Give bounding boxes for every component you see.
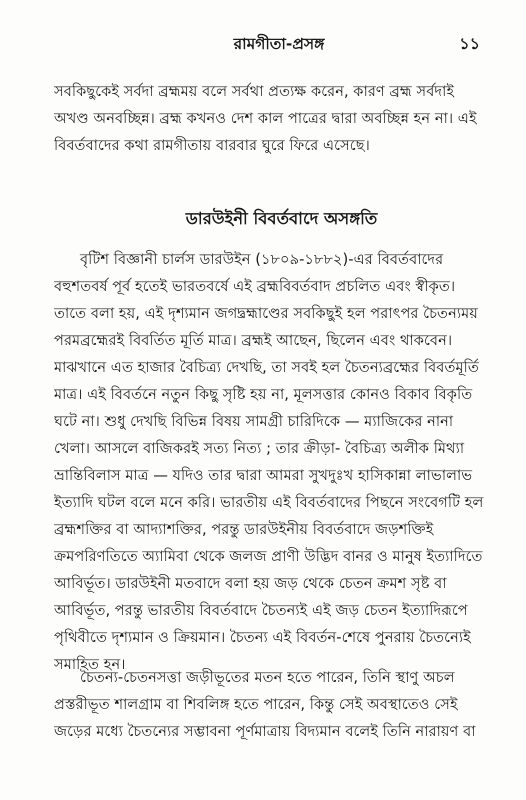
text-line: মাঝখানে এত হাজার বৈচিত্র্য দেখছি, তা সবই হল চৈতন্যব্রহ্মের বিবর্তমূর্তি xyxy=(54,359,479,376)
paragraph-chaitanya xyxy=(54,664,509,745)
text-line: সমাহিত হন। xyxy=(54,656,126,673)
text-line: সবকিছুকেই সর্বদা ব্রহ্মময় বলে সর্বথা প্রত্যক্ষ করেন, কারণ ব্রহ্ম সর্বদাই xyxy=(54,83,455,100)
text-line: জড়ের মধ্যে চৈতন্যের সম্ভাবনা পূর্ণমাত্রায় বিদ্যমান বলেই তিনি নারায়ণ বা xyxy=(54,723,476,740)
text-line: অখণ্ড অনবচ্ছিন্ন। ব্রহ্ম কখনও দেশ কাল পাত্রের দ্বারা অবচ্ছিন্ন হন না। এই xyxy=(54,110,477,127)
text-line: আবির্ভূত, পরন্তু ভারতীয় বিবর্তবাদে চৈতন্যই এই জড় চেতন ইত্যাদিরূপে xyxy=(54,602,468,619)
text-line: তাতে বলা হয়, এই দৃশ্যমান জগদ্ব্রহ্মাণ্ডের সবকিছুই হল পরাৎপর চৈতন্যময় xyxy=(54,305,478,322)
text-line: ভ্রান্তিবিলাস মাত্র — যদিও তার দ্বারা আমরা সুখদুঃখ হাসিকান্না লাভালাভ xyxy=(54,467,473,484)
text-line: ক্রমপরিণতিতে অ্যামিবা থেকে জলজ প্রাণী উদ্ভিদ বানর ও মানুষ ইত্যাদিতে xyxy=(54,548,483,565)
text-line: বৃটিশ বিজ্ঞানী চার্লস ডারউইন (১৮০৯-১৮৮২)-এর বিবর্তবাদের xyxy=(80,251,444,268)
text-line: পরমব্রহ্মেরই বিবর্তিত মূর্তি মাত্র। ব্রহ্মই আছেন, ছিলেন এবং থাকবেন। xyxy=(54,332,453,349)
section-heading: ডারউইনী বিবর্তবাদে অসঙ্গতি xyxy=(185,209,378,228)
text-line: আবির্ভূত। ডারউইনী মতবাদে বলা হয় জড় থেকে চেতন ক্রমশ সৃষ্ট বা xyxy=(54,575,447,592)
text-line: পৃথিবীতে দৃশ্যমান ও ক্রিয়মান। চৈতন্য এই বিবর্তন-শেষে পুনরায় চৈতন্যেই xyxy=(54,629,471,646)
text-line: বহুশতবর্ষ পূর্ব হতেই ভারতবর্ষে এই ব্রহ্মবিবর্তবাদ প্রচলিত এবং স্বীকৃত। xyxy=(54,278,456,295)
text-line: প্রস্তরীভূত শালগ্রাম বা শিবলিঙ্গ হতে পারেন, কিন্তু সেই অবস্থাতেও সেই xyxy=(54,696,458,713)
page-number: ১১ xyxy=(459,34,480,53)
text-line: ঘটে না। শুধু দেখছি বিভিন্ন বিষয় সামগ্রী চারিদিকে — ম্যাজিকের নানা xyxy=(54,413,454,430)
text-line: মাত্র। এই বিবর্তনে নতুন কিছু সৃষ্টি হয় না, মূলসত্তার কোনও বিকাব বিকৃতি xyxy=(54,386,473,403)
text-line: ব্রহ্মশক্তির বা আদ্যাশক্তির, পরন্তু ডারউইনীয় বিবর্তবাদে জড়শক্তিই xyxy=(54,521,434,538)
running-title: রামগীতা-প্রসঙ্গ xyxy=(233,35,325,53)
page-header xyxy=(54,30,504,58)
text-line: চৈতন্য-চেতনসত্তা জড়ীভূতের মতন হতে পারেন, তিনি স্থাণু অচল xyxy=(80,669,455,686)
paragraph-continuation xyxy=(54,78,509,159)
text-line: খেলা। আসলে বাজিকরই সত্য নিত্য ; তার ক্রীড়া- বৈচিত্র্য অলীক মিথ্যা xyxy=(54,440,465,457)
text-line: ইত্যাদি ঘটল বলে মনে করি। ভারতীয় এই বিবর্তবাদের পিছনে সংবেগটি হল xyxy=(54,494,484,511)
text-line: বিবর্তবাদের কথা রামগীতায় বারবার ঘুরে ফিরে এসেছে। xyxy=(54,137,370,154)
paragraph-darwin xyxy=(54,246,509,678)
